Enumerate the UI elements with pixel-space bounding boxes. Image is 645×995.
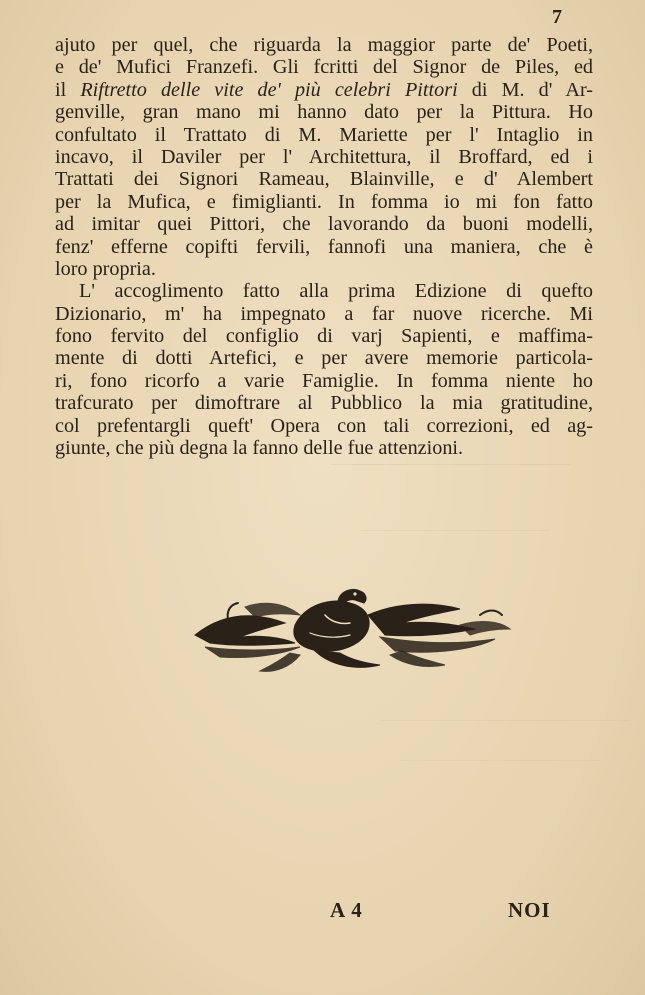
- paragraph-2: [55, 280, 593, 459]
- bleed-through-mark: [400, 740, 600, 761]
- text-line: ri, fono ricorfo a varie Famiglie. In fomma niente ho: [55, 369, 593, 392]
- text-line: genville, gran mano mi hanno dato per la Pittura. Ho: [55, 101, 593, 124]
- text-line: e de' Mufici Franzefi. Gli fcritti del Signor de Piles, ed: [55, 56, 593, 79]
- text-line: Trattati dei Signori Rameau, Blainville, e d' Alembert: [55, 168, 593, 191]
- text-line: L' accoglimento fatto alla prima Edizione di quefto: [79, 280, 593, 303]
- italic-title: Riftretto delle vite de' più celebri Pittori: [80, 78, 458, 101]
- text-line: ad imitar quei Pittori, che lavorando da buoni modelli,: [55, 213, 593, 236]
- text-line: per la Mufica, e fimiglianti. In fomma io mi fon fatto: [55, 190, 593, 213]
- text-line: trafcurato per dimoftrare al Pubblico la mia gratitudine,: [55, 392, 593, 415]
- text-line: fono fervito del configlio di varj Sapienti, e maffima-: [55, 325, 593, 348]
- signature-mark: A 4: [330, 898, 363, 922]
- text-line: mente di dotti Artefici, e per avere memorie particola-: [55, 347, 593, 370]
- text-line: fenz' efferne copifti fervili, fannofi una maniera, che è: [55, 235, 593, 258]
- page-number: 7: [552, 6, 562, 28]
- text-line: incavo, il Daviler per l' Architettura, il Broffard, ed i: [55, 145, 593, 168]
- bleed-through-mark: [360, 510, 550, 531]
- text-line: confultato il Trattato di M. Mariette per l' Intaglio in: [55, 123, 593, 146]
- text-line: Dizionario, m' ha impegnato a far nuove ricerche. Mi: [55, 302, 593, 325]
- text-line: il Riftretto delle vite de' più celebri Pittori di M. d' Ar-: [55, 78, 594, 101]
- bleed-through-mark: [380, 700, 630, 721]
- catchword: NOI: [508, 898, 551, 922]
- paragraph-1: [55, 34, 593, 280]
- text-line: giunte, che più degna la fanno delle fue attenzioni.: [55, 437, 464, 460]
- body-text: [55, 34, 593, 459]
- eagle-ornament-icon: [190, 585, 515, 680]
- text-line: loro propria.: [55, 257, 156, 280]
- text-line: col prefentargli queft' Opera con tali correzioni, ed ag-: [55, 414, 593, 437]
- text-line: ajuto per quel, che riguarda la maggior parte de' Poeti,: [55, 34, 593, 56]
